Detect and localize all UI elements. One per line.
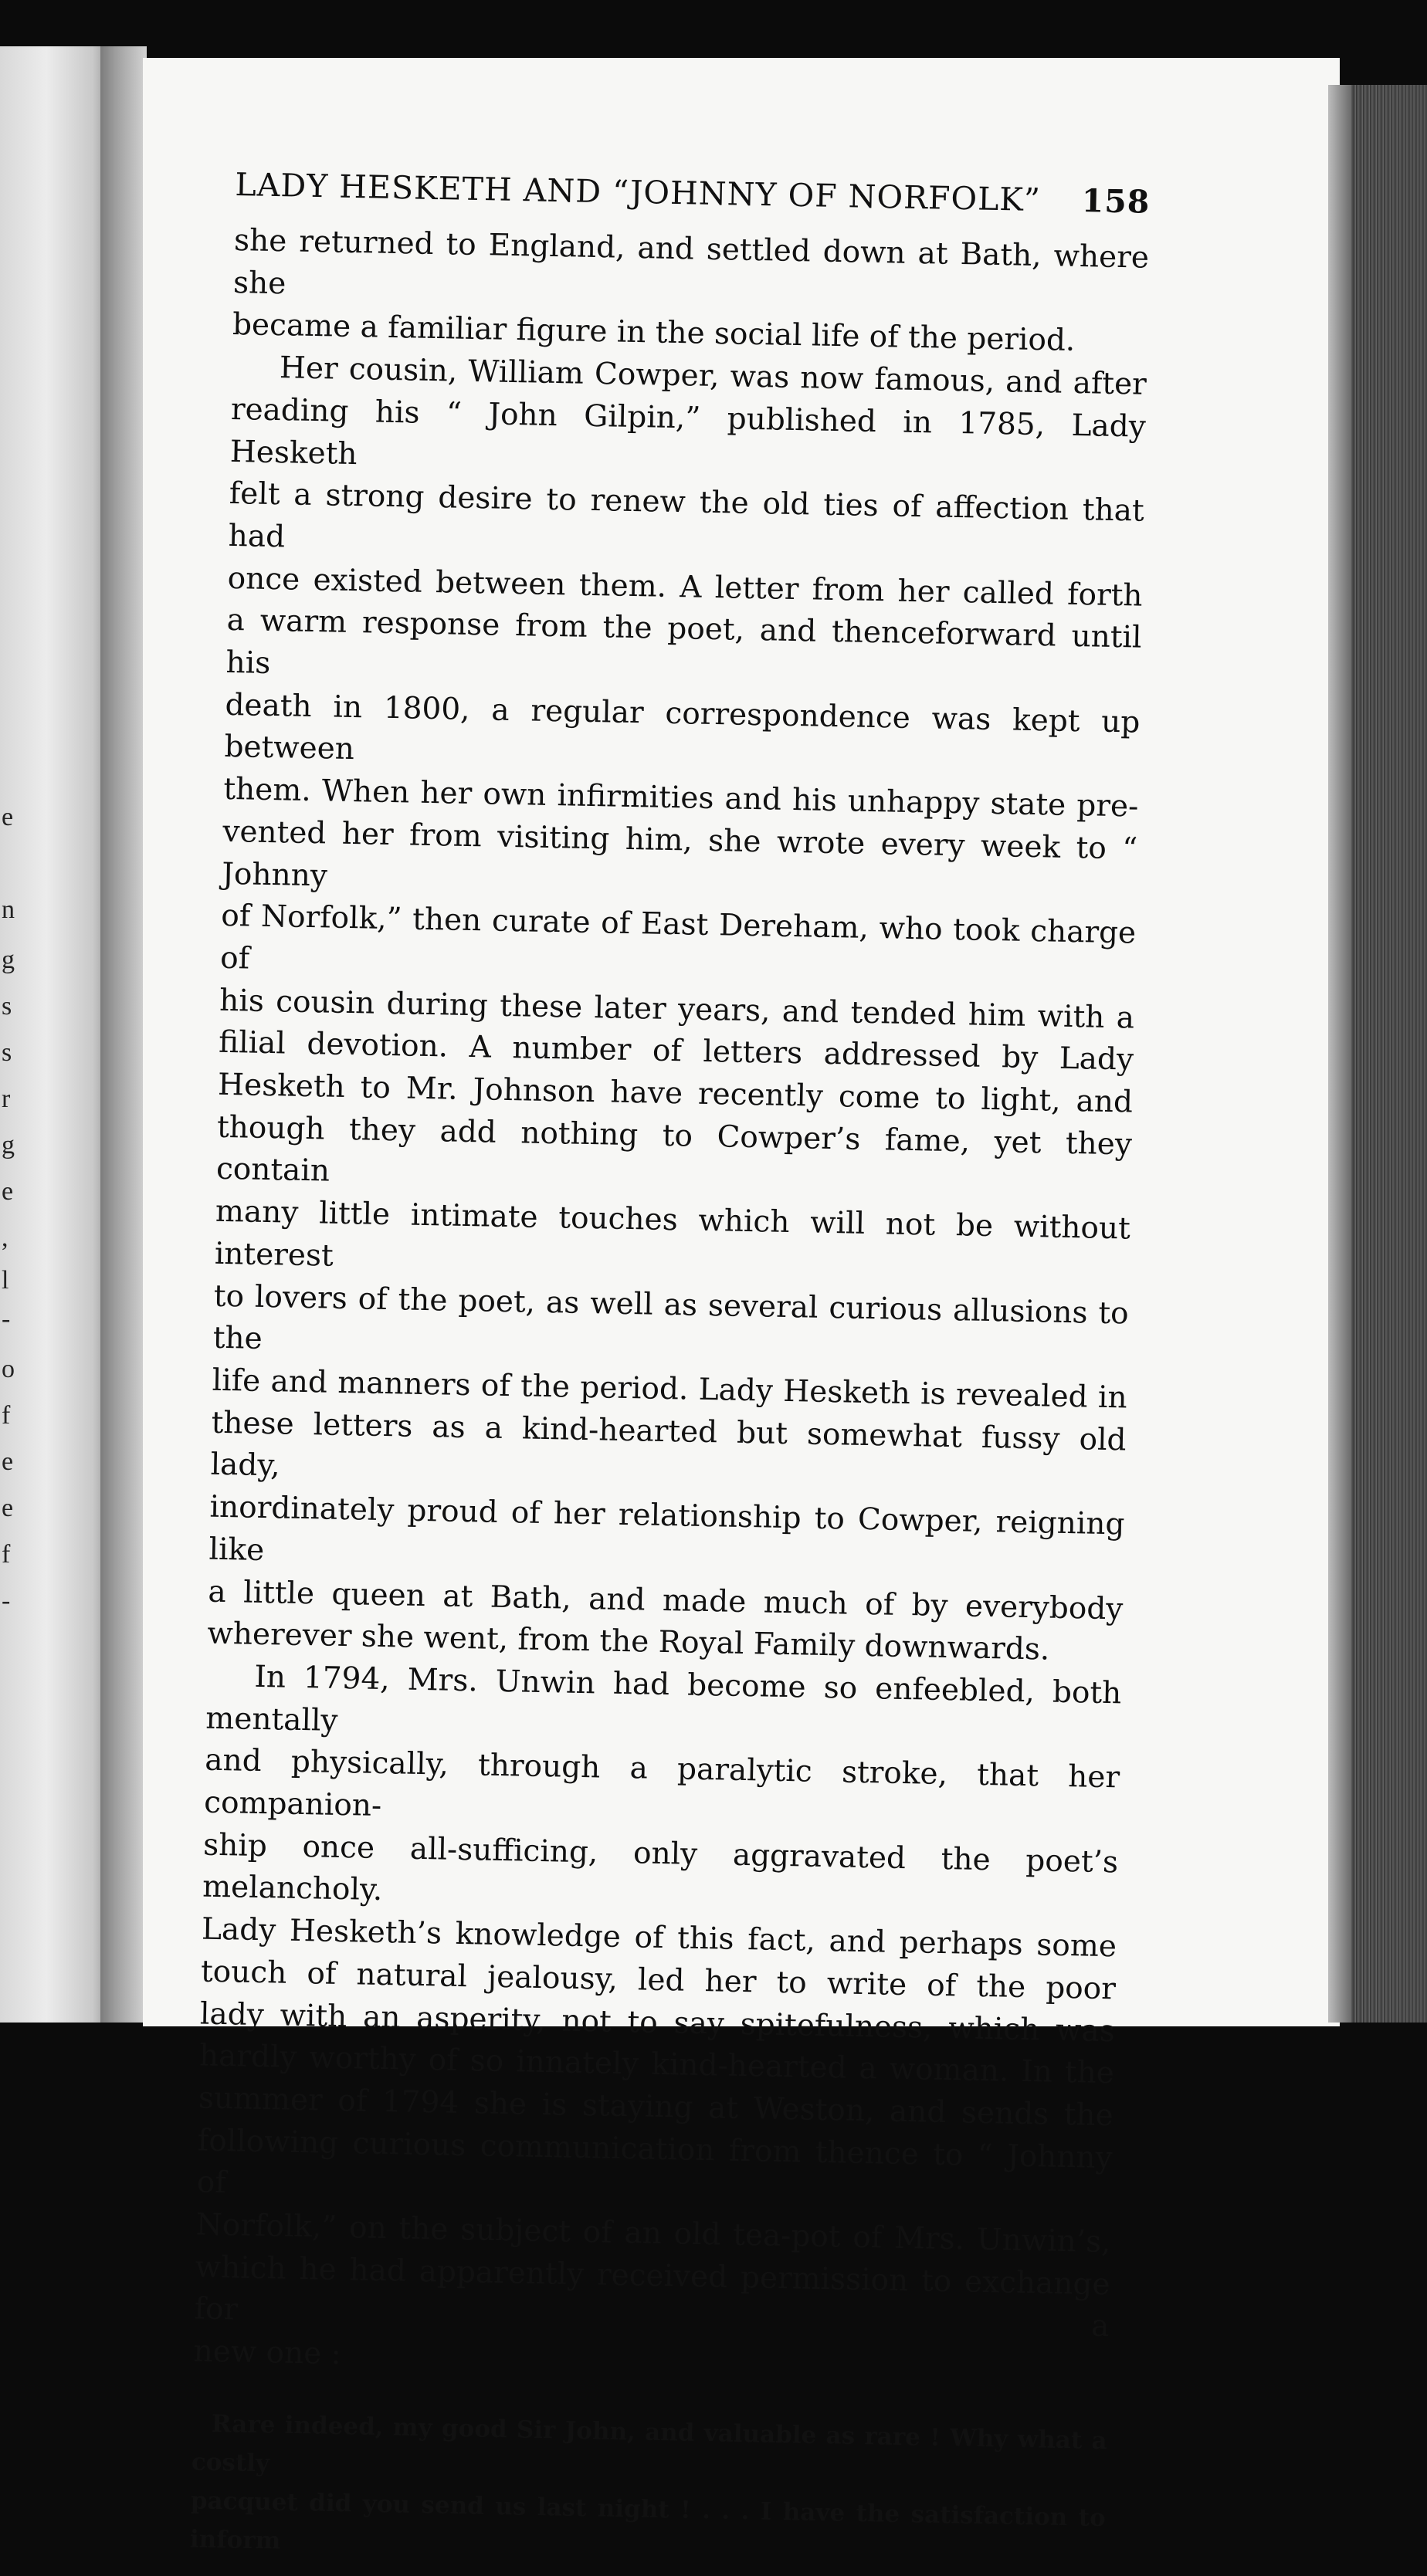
facing-page-fragment: g — [2, 1131, 15, 1159]
facing-page-fragment: , — [2, 1224, 8, 1252]
text-line: a warm response from the poet, and thenceforward until his — [225, 603, 1142, 682]
facing-page-fragment: - — [2, 1305, 11, 1333]
facing-page-fragment: e — [2, 1447, 14, 1476]
text-line: a little queen at Bath, and made much of by everybody — [208, 1574, 1124, 1627]
text-line: life and manners of the period. Lady Hesketh is revealed in — [212, 1362, 1128, 1416]
text-line: though they add nothing to Cowper’s fame, yet they contain — [215, 1109, 1133, 1190]
facing-page-fragment: s — [2, 1038, 12, 1067]
text-line: she returned to England, and settled down at Bath, where she — [232, 222, 1150, 301]
quote-line: pacquet did you send us last night ! . . . I have the satisfaction to inform — [189, 2486, 1107, 2555]
text-line: filial devotion. A number of letters addressed by Lady — [218, 1025, 1134, 1078]
text-line: and physically, through a paralytic stroke, that her companion- — [203, 1742, 1120, 1824]
facing-page-fragment: g — [2, 946, 15, 974]
text-line: summer of 1794 she is staying at Weston, and sends the — [198, 2080, 1114, 2134]
book-gutter — [100, 46, 147, 2023]
text-line: inordinately proud of her relationship to Cowper, reigning like — [208, 1489, 1125, 1568]
text-line: reading his “ John Gilpin,” published in 1785, Lady Hesketh — [229, 391, 1147, 472]
running-title: LADY HESKETH AND “JOHNNY OF NORFOLK” — [235, 166, 1042, 219]
page-number: 158 — [1081, 182, 1151, 221]
text-line: to lovers of the poet, as well as several curious allusions to the — [212, 1278, 1130, 1357]
facing-page-fragment: n — [2, 895, 15, 924]
text-line: In 1794, Mrs. Unwin had become so enfeebled, both mentally — [205, 1659, 1122, 1738]
letter-quote — [189, 2404, 1107, 2576]
text-line: his cousin during these later years, and tended him with a — [219, 983, 1135, 1036]
quote-line: Rare indeed, my good Sir John, and valuable as rare ! Why what a costly — [191, 2409, 1107, 2478]
text-line: lady with an asperity, not to say spitefulness, which was — [199, 1996, 1116, 2049]
text-line: many little intimate touches which will not be without interest — [214, 1193, 1131, 1274]
facing-page-fragment: s — [2, 992, 12, 1021]
text-line: vented her from visiting him, she wrote every week to “ Johnny — [221, 814, 1138, 893]
facing-page-fragment: e — [2, 1177, 14, 1206]
facing-page-fragment: f — [2, 1401, 11, 1430]
text-line: Lady Hesketh’s knowledge of this fact, and perhaps some — [201, 1911, 1117, 1965]
text-line: once existed between them. A letter from her called forth — [227, 560, 1143, 614]
text-line: which he had apparently received permission to exchange for a — [194, 2249, 1110, 2344]
text-line: Hesketh to Mr. Johnson have recently come to light, and — [217, 1067, 1134, 1120]
text-line: Her cousin, William Cowper, was now famous, and after — [279, 350, 1147, 402]
facing-page-fragment: e — [2, 803, 14, 831]
previous-page-edge — [0, 46, 116, 2023]
facing-page-fragment: r — [2, 1085, 11, 1113]
text-line: them. When her own infirmities and his unhappy state pre- — [223, 771, 1139, 824]
text-line: new one : — [193, 2334, 342, 2372]
text-line: touch of natural jealousy, led her to write of the poor — [200, 1954, 1117, 2007]
text-line: felt a strong desire to renew the old ties of affection that had — [228, 476, 1145, 555]
text-line: hardly worthy of so innately kind-hearted a woman. In the — [198, 2038, 1115, 2091]
text-line: ship once all-sufficing, only aggravated the poet’s melancholy. — [202, 1827, 1119, 1908]
facing-page-fragment: l — [2, 1266, 9, 1295]
text-line: death in 1800, a regular correspondence was kept up between — [224, 687, 1141, 767]
facing-page-fragment: o — [2, 1355, 15, 1383]
body-text — [193, 220, 1149, 2391]
text-line: of Norfolk,” then curate of East Dereham, who took charge of — [219, 899, 1137, 977]
text-line: Norfolk,” on the subject of an old tea-pot of Mrs. Unwin’s, — [195, 2207, 1112, 2260]
facing-page-fragment: f — [2, 1540, 11, 1569]
facing-page-fragment: - — [2, 1586, 11, 1615]
facing-page-fragment: e — [2, 1494, 14, 1522]
text-line: following curious communication from thence to “ Johnny of — [196, 2123, 1113, 2201]
text-line: became a familiar figure in the social life of the period. — [232, 307, 1076, 359]
text-line: wherever she went, from the Royal Family downwards. — [207, 1616, 1050, 1667]
page-block-edge-highlight — [1328, 85, 1351, 2023]
page-content — [189, 166, 1150, 2576]
text-line: these letters as a kind-hearted but somewhat fussy old lady, — [210, 1405, 1127, 1484]
